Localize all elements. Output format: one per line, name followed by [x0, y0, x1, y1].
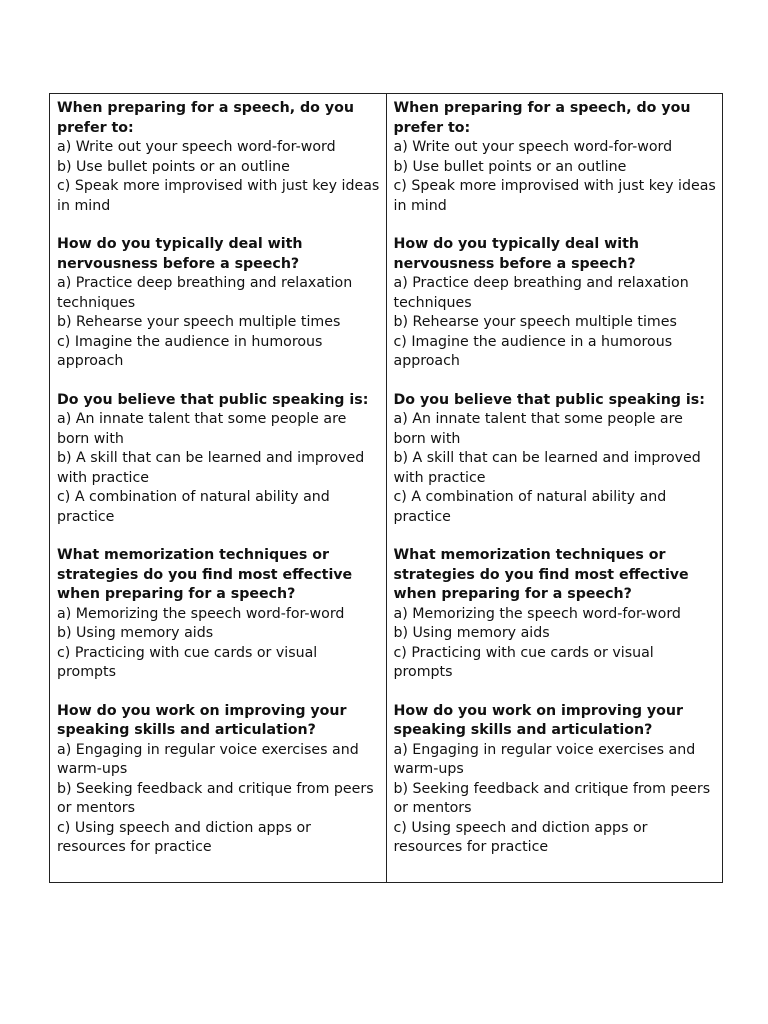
- option-b: b) Use bullet points or an outline: [57, 158, 290, 175]
- question-block: [394, 391, 717, 528]
- question-text: Do you believe that public speaking is:: [393, 391, 705, 408]
- option-c: c) Practicing with cue cards or visual prompts: [57, 644, 318, 680]
- question-text: What memorization techniques or strategies do you find most effective when preparing for a speech?: [57, 547, 353, 602]
- question-text: What memorization techniques or strategies do you find most effective when preparing for a speech?: [393, 547, 689, 602]
- option-a: a) Practice deep breathing and relaxation techniques: [57, 275, 353, 311]
- question-text: When preparing for a speech, do you prefer to:: [57, 100, 354, 136]
- option-b: b) A skill that can be learned and improved with practice: [57, 450, 365, 486]
- option-b: b) A skill that can be learned and improved with practice: [393, 450, 701, 486]
- option-c: c) A combination of natural ability and practice: [57, 489, 330, 525]
- option-c: c) Practicing with cue cards or visual prompts: [393, 644, 654, 680]
- question-text: How do you work on improving your speaking skills and articulation?: [393, 702, 683, 738]
- question-block: [57, 391, 380, 528]
- question-text: Do you believe that public speaking is:: [57, 391, 369, 408]
- option-a: a) Write out your speech word-for-word: [57, 139, 336, 155]
- questionnaire-table: [49, 93, 723, 883]
- option-c: c) Imagine the audience in a humorous approach: [393, 333, 673, 369]
- question-text: How do you typically deal with nervousness before a speech?: [57, 236, 303, 272]
- option-a: a) An innate talent that some people are born with: [393, 411, 683, 447]
- question-block: [394, 235, 717, 372]
- question-text: How do you typically deal with nervousness before a speech?: [393, 236, 639, 272]
- option-b: b) Using memory aids: [393, 625, 550, 641]
- option-b: b) Use bullet points or an outline: [393, 158, 627, 175]
- left-column: [50, 94, 386, 882]
- option-a: a) Write out your speech word-for-word: [393, 139, 673, 155]
- question-block: [394, 546, 717, 683]
- option-b: b) Seeking feedback and critique from peers or mentors: [57, 780, 374, 816]
- option-a: a) Practice deep breathing and relaxation techniques: [393, 275, 689, 311]
- option-a: a) Engaging in regular voice exercises and warm-ups: [393, 741, 696, 777]
- option-b: b) Using memory aids: [57, 625, 214, 641]
- option-a: a) Memorizing the speech word-for-word: [57, 605, 345, 622]
- option-c: c) Using speech and diction apps or resources for practice: [57, 819, 311, 855]
- option-a: a) An innate talent that some people are born with: [57, 411, 347, 447]
- option-a: a) Engaging in regular voice exercises and warm-ups: [57, 741, 359, 777]
- question-block: [57, 702, 380, 858]
- question-block: [57, 546, 380, 683]
- question-block: [394, 99, 717, 216]
- question-block: [394, 702, 717, 858]
- option-c: c) Using speech and diction apps or resources for practice: [393, 819, 648, 855]
- question-block: [57, 235, 380, 372]
- option-c: c) A combination of natural ability and practice: [393, 489, 667, 525]
- question-block: [57, 99, 380, 216]
- question-text: When preparing for a speech, do you prefer to:: [393, 100, 691, 136]
- option-b: b) Rehearse your speech multiple times: [393, 314, 677, 330]
- question-text: How do you work on improving your speaking skills and articulation?: [57, 702, 347, 738]
- option-b: b) Seeking feedback and critique from peers or mentors: [393, 780, 711, 816]
- option-c: c) Imagine the audience in humorous approach: [57, 333, 323, 369]
- option-a: a) Memorizing the speech word-for-word: [393, 605, 681, 622]
- option-b: b) Rehearse your speech multiple times: [57, 314, 341, 330]
- right-column: [386, 94, 723, 882]
- option-c: c) Speak more improvised with just key ideas in mind: [393, 178, 716, 214]
- option-c: c) Speak more improvised with just key ideas in mind: [57, 178, 380, 214]
